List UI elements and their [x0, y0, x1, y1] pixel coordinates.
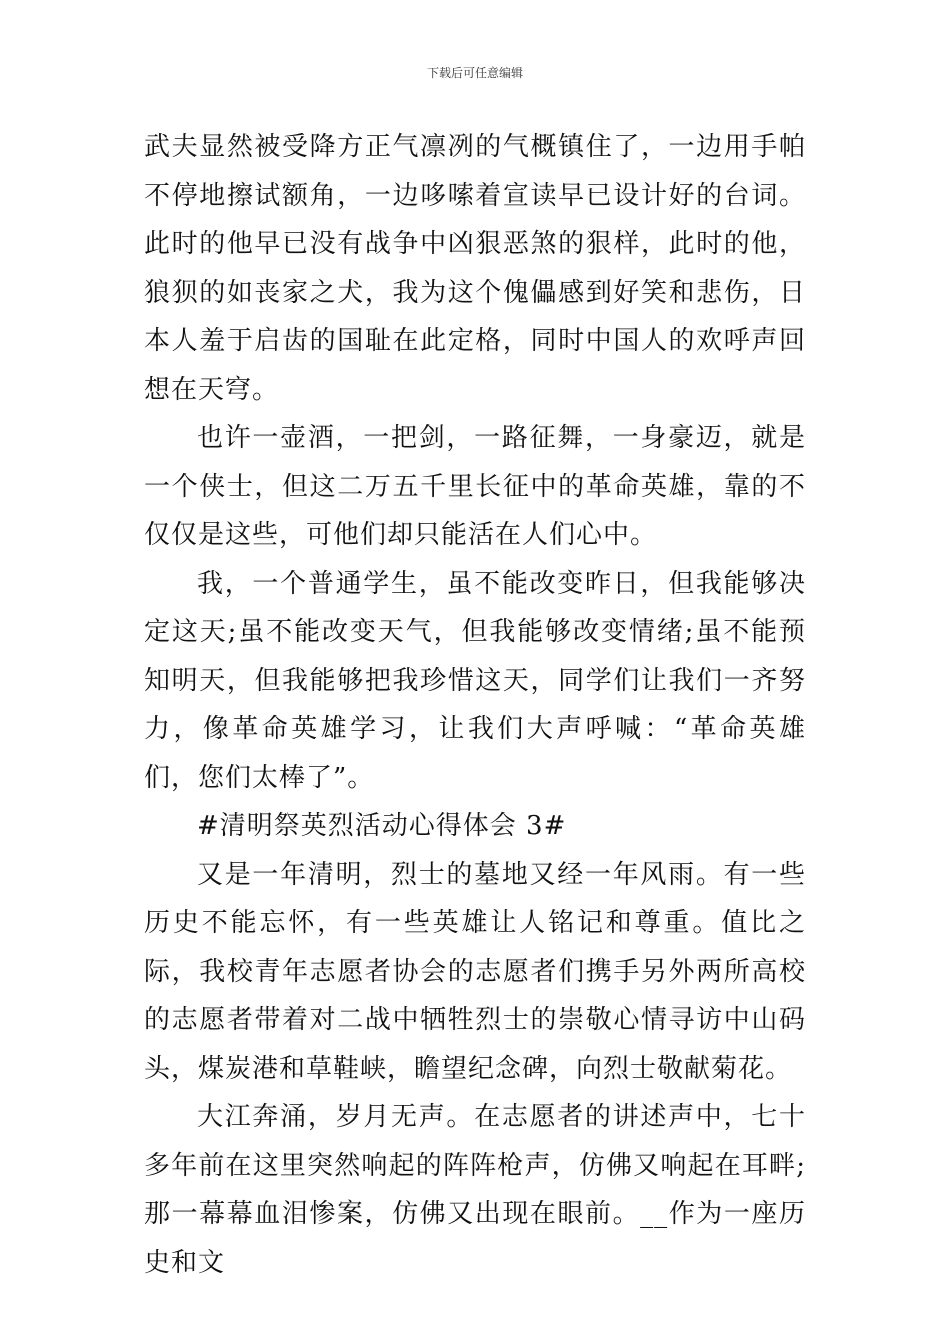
download-note: 下载后可任意编辑	[426, 66, 523, 80]
section-heading: #清明祭英烈活动心得体会 3#	[197, 811, 567, 841]
paragraph-river: 大江奔涌，岁月无声。在志愿者的讲述声中，七十多年前在这里突然响起的阵阵枪声，仿佛又响起在耳畔;那一幕幕血泪惨案，仿佛又出现在眼前。__作为一座历史和文	[144, 1102, 806, 1278]
document-body	[144, 123, 806, 1287]
paragraph-qingming-visit: 又是一年清明，烈士的墓地又经一年风雨。有一些历史不能忘怀，有一些英雄让人铭记和尊重。值比之际，我校青年志愿者协会的志愿者们携手另外两所高校的志愿者带着对二战中牺牲烈士的崇敬心情寻访中山码头，煤炭港和草鞋峡，瞻望纪念碑，向烈士敬献菊花。	[144, 859, 806, 1084]
paragraph-continuation: 武夫显然被受降方正气凛冽的气概镇住了，一边用手帕不停地擦试额角，一边哆嗦着宣读早已设计好的台词。此时的他早已没有战争中凶狠恶煞的狠样，此时的他，狼狈的如丧家之犬，我为这个傀儡感到好笑和悲伤，日本人羞于启齿的国耻在此定格，同时中国人的欢呼声回想在天穹。	[144, 132, 806, 405]
paragraph-hero-knight: 也许一壶酒，一把剑，一路征舞，一身豪迈，就是一个侠士，但这二万五千里长征中的革命英雄，靠的不仅仅是这些，可他们却只能活在人们心中。	[144, 423, 806, 550]
paragraph-student-pledge: 我，一个普通学生，虽不能改变昨日，但我能够决定这天;虽不能改变天气，但我能够改变情绪;虽不能预知明天，但我能够把我珍惜这天，同学们让我们一齐努力，像革命英雄学习，让我们大声呼喊：“革命英雄们，您们太棒了”。	[144, 568, 806, 793]
